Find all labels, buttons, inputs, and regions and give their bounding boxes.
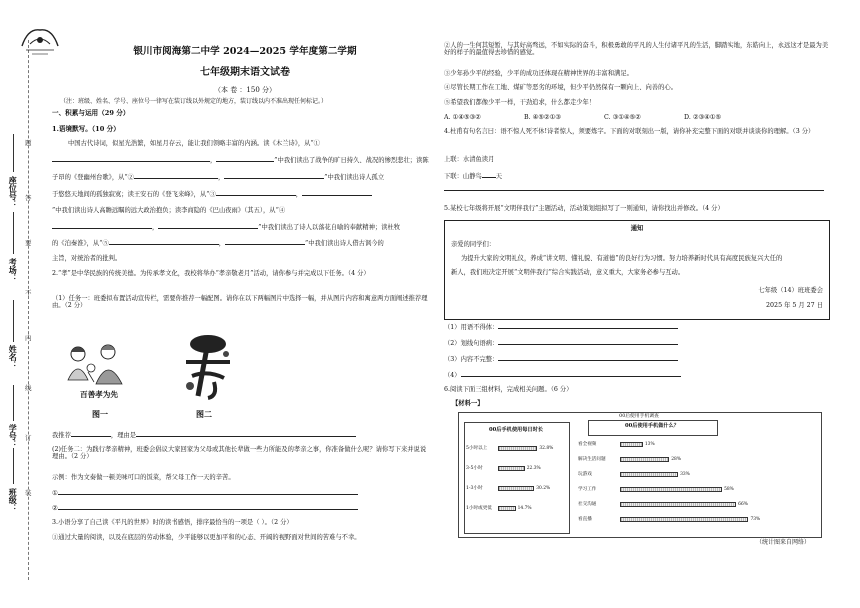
- chart-category-label: 3-5小时: [466, 466, 483, 471]
- blank-5b[interactable]: [225, 244, 305, 245]
- q3-sentence-1: ①通过大量的阅读，以及在底层的劳动体验，少平能够以更加平和的心态、开阔的视野面对世间的苦难与不幸。: [52, 534, 361, 541]
- q5-heading: 5.某校七年级将开展“文明伴我行”主题活动，活动策划组拟写了一则通知，请你找出并修改。（4 分）: [444, 205, 724, 212]
- chart-bar: [620, 442, 643, 447]
- q3-option-b[interactable]: B. ④⑤②①③: [524, 114, 561, 121]
- chart-outer-title: 00后使用手机调查: [619, 414, 659, 419]
- notice-signer: 七年级（14）班班委会: [758, 287, 823, 294]
- notice-greeting: 亲爱的同学们：: [451, 241, 496, 248]
- chart-right-plot: [576, 440, 818, 532]
- seat-blank[interactable]: [13, 134, 14, 172]
- blank-2b[interactable]: [224, 178, 324, 179]
- recommend-line: 我推荐 ，理由是: [52, 432, 356, 439]
- recommend-blank[interactable]: [71, 436, 111, 437]
- q5-answer-1: （1）用语不得体：: [444, 324, 678, 331]
- picture-two-label: 图二: [196, 409, 212, 419]
- q4-answer-line[interactable]: [444, 190, 824, 191]
- chart-bar: [620, 487, 722, 492]
- chart-category-label: 1小时或更低: [466, 506, 492, 511]
- room-blank[interactable]: [13, 212, 14, 254]
- chart-value-label: 66%: [738, 502, 748, 507]
- q1-line: 子昂的《登幽州台歌》，从“② ， ”中我们读出诗人孤立: [52, 174, 385, 181]
- binding-seat-label: 座位号：: [8, 176, 19, 208]
- chart-category-label: 5小时以上: [466, 446, 488, 451]
- chart-category-label: 玩游戏: [578, 472, 592, 477]
- q2-task1: （1）任务一：班委拟布置活动宣传栏，需要你推荐一幅配图。请你在以下两幅图片中选择一幅，并从图片内容和寓意两方面阐述推荐理由。（2 分）: [52, 295, 428, 310]
- q2-example: 示例：作为文奏做一顿美味可口的饭菜，帮父母工作一天的辛苦。: [52, 474, 235, 481]
- q1-line: 主旨，对统治者的批判。: [52, 255, 122, 262]
- binding-id-label: 学号：: [8, 424, 19, 448]
- reason-blank[interactable]: [136, 436, 356, 437]
- blank-5a[interactable]: [109, 244, 219, 245]
- chart-bar: [498, 506, 516, 511]
- chart-bar: [620, 502, 736, 507]
- binding-mark: 要: [25, 239, 32, 247]
- q5-blank-2[interactable]: [498, 344, 678, 345]
- chart-category-label: 学习工作: [578, 487, 597, 492]
- q5-answer-4: （4）: [444, 372, 681, 379]
- chart-bar: [620, 457, 669, 462]
- chart-category-label: 看直播: [578, 517, 592, 522]
- instruction-note: （注：班级、姓名、学号、座位号一律写在装订线以外规定的地方，装订线以内不准出现任何标记。）: [60, 98, 328, 105]
- picture-two-char: 孝: [200, 329, 207, 336]
- chart-value-label: 30.2%: [536, 486, 551, 491]
- q1-heading: 1.语境默写。（10 分）: [52, 125, 120, 133]
- q3-sentence-5: ⑤希望我们都像少平一样，干劲追求，什么都走少年！: [444, 99, 596, 106]
- q5-answer-3: （3）内容不完整：: [444, 356, 678, 363]
- chart-bar: [620, 517, 748, 522]
- notice-title: 通知: [630, 225, 644, 232]
- answer-blank-2[interactable]: [58, 509, 358, 510]
- q3-sentence-4: ④尽管长期工作在工地、煤矿等恶劣的环境，但少平仍然保有一颗向上、向善的心。: [444, 84, 677, 91]
- q3-option-a[interactable]: A. ①④⑤③②: [444, 114, 481, 121]
- q1-line: ”中我们读出诗人高瞻远瞩的远大政治抱负；读李商隐的《巴山夜雨》（其五），从“④: [52, 207, 286, 214]
- q5-blank-3[interactable]: [498, 360, 678, 361]
- score-line: （本 卷 ：150 分）: [213, 86, 277, 94]
- blank-4a[interactable]: [52, 228, 152, 229]
- q6-heading: 6.阅读下面三组材料，完成相关问题。（6 分）: [444, 386, 573, 393]
- chart-value-label: 73%: [750, 517, 761, 522]
- binding-room-label: 考场：: [8, 258, 19, 282]
- blank-1a[interactable]: [52, 161, 210, 162]
- answer-blank-1[interactable]: [58, 494, 358, 495]
- q2-task2: (2)任务二：为践行孝亲精神，班委会倡议大家回家为父母或其他长辈做一些力所能及的孝亲之事，你准备做什么呢？请你写下来并说说理由。（2 分）: [52, 446, 427, 461]
- q3-option-d[interactable]: D. ②③④①⑤: [684, 114, 722, 121]
- chart-value-label: 13%: [644, 442, 655, 447]
- binding-mark: 内: [25, 334, 32, 342]
- q5-blank-4[interactable]: [461, 376, 681, 377]
- notice-date: 2025 年 5 月 27 日: [766, 302, 823, 309]
- chart-right-title: 00后使用手机做什么？: [625, 423, 679, 429]
- blank-3a[interactable]: [216, 195, 296, 196]
- chart-value-label: 14.7%: [517, 506, 532, 511]
- q4-heading: 4.杜甫有句名言曰：语不惊人死不休!诗者惊人，须要炼字。下面的对联刻出一版，请你补充完整下面的对联并谈谈你的理解。（3 分）: [444, 128, 815, 135]
- q1-line: ， ”中我们读出了诗人以落花自喻的奉献精神；读杜牧: [52, 224, 400, 231]
- q5-answer-2: （2）划线句语病：: [444, 340, 678, 347]
- chart-value-label: 22.3%: [526, 466, 541, 471]
- school-logo: [18, 20, 62, 60]
- couplet-blank[interactable]: [482, 177, 496, 178]
- material-one-label: 【材料一】: [452, 400, 484, 407]
- picture-two[interactable]: [168, 326, 246, 402]
- chart-category-label: 1-3小时: [466, 486, 483, 491]
- id-blank[interactable]: [13, 385, 14, 421]
- notice-body-2: 新人，我们班决定开展“文明伴我行”综合实践活动，意义重大，大家务必参与互动。: [451, 269, 685, 276]
- binding-mark: 不: [25, 289, 32, 297]
- chart-bar: [498, 466, 525, 471]
- binding-class-label: 班级：: [8, 488, 19, 512]
- chart-left-plot: [464, 436, 568, 532]
- q3-heading: 3.小语分享了自己读《平凡的世界》时的读书感悟，排序最恰当的一项是（ ）。（2 分）: [52, 519, 293, 526]
- binding-mark: 线: [25, 384, 32, 392]
- chart-value-label: 28%: [671, 457, 682, 462]
- chart-left-title: 00后手机使用每日时长: [489, 427, 543, 433]
- blank-1b[interactable]: [216, 161, 274, 162]
- chart-category-label: 看全视频: [578, 442, 597, 447]
- binding-name-label: 姓名：: [8, 345, 19, 369]
- q3-option-c[interactable]: C. ③①④⑤②: [604, 114, 641, 121]
- chart-source: （统计图来自网络）: [756, 539, 811, 546]
- chart-category-label: 解决生活问题: [578, 457, 606, 462]
- q5-blank-1[interactable]: [498, 328, 678, 329]
- q3-sentence-2: ②人的一生何其短暂，与其好高骛远，不如实际的奋斗，积极勇敢的平凡的人生付诸平凡的生活，脚踏实地，东皓向上，永远这才是最为美好的样子的最值得去珍惜的感觉。: [444, 42, 829, 57]
- binding-mark: 装: [25, 489, 32, 497]
- blank-4b[interactable]: [158, 228, 258, 229]
- blank-3b[interactable]: [302, 195, 372, 196]
- couplet-down: 下联：山静鸟 天: [444, 173, 503, 180]
- q1-line: 于悠悠天地间的孤独寂寞；读王安石的《登飞来峰》，从“③ ，: [52, 191, 372, 198]
- chart-category-label: 社交沟通: [578, 502, 597, 507]
- binding-mark: 答: [25, 194, 32, 202]
- binding-dashed-line: [28, 40, 29, 580]
- chart-bar: [498, 486, 534, 491]
- chart-value-label: 58%: [724, 487, 734, 492]
- part-one-heading: 一、积累与运用（29 分）: [52, 109, 130, 117]
- blank-2a[interactable]: [134, 178, 218, 179]
- notice-box: [444, 220, 830, 320]
- picture-one-label: 图一: [92, 409, 108, 419]
- q1-line: ， ”中我们读出了战争的旷日持久、战况的惨烈悲壮；读陈: [52, 157, 429, 164]
- notice-body-1: 为提升大家的文明礼仪，养成“讲文明、懂礼貌、有道德”的良好行为习惯。努力培养新时代具有高度民族复兴大任的: [461, 255, 783, 262]
- chart-bar: [620, 472, 678, 477]
- exam-title: 银川市阅海第二中学 2024—2025 学年度第二学期: [133, 46, 357, 57]
- chart-value-label: 32.8%: [539, 446, 554, 451]
- name-blank[interactable]: [13, 300, 14, 342]
- q3-sentence-3: ③少年孙少平的经验，少平的成功还体现在精神世界的丰富和满足。: [444, 70, 633, 77]
- q2-heading: 2.“孝”是中华民族的传统美德。为传承孝文化，我校将举办“孝亲敬老月”活动，请你参与并完成以下任务。（4 分）: [52, 270, 370, 277]
- answer-line-2: ②: [52, 505, 358, 512]
- picture-one-caption: 百善孝为先: [80, 390, 118, 399]
- q1-line: 的《泊秦淮》，从“⑤ ， ”中我们读出诗人借古讽今的: [52, 240, 384, 247]
- binding-mark: 题: [25, 139, 32, 147]
- exam-subtitle: 七年级期末语文试卷: [200, 67, 290, 78]
- class-blank[interactable]: [13, 448, 14, 484]
- chart-bar: [498, 446, 537, 451]
- chart-value-label: 33%: [680, 472, 690, 477]
- binding-mark: 订: [25, 434, 32, 442]
- answer-line-1: ①: [52, 490, 358, 497]
- couplet-up: 上联：水清鱼读月: [444, 156, 495, 163]
- q1-line: 中国古代诗词，似星光浩繁，如星月存云，能让我们领略丰富的内涵。读《木兰诗》，从“①: [68, 140, 320, 147]
